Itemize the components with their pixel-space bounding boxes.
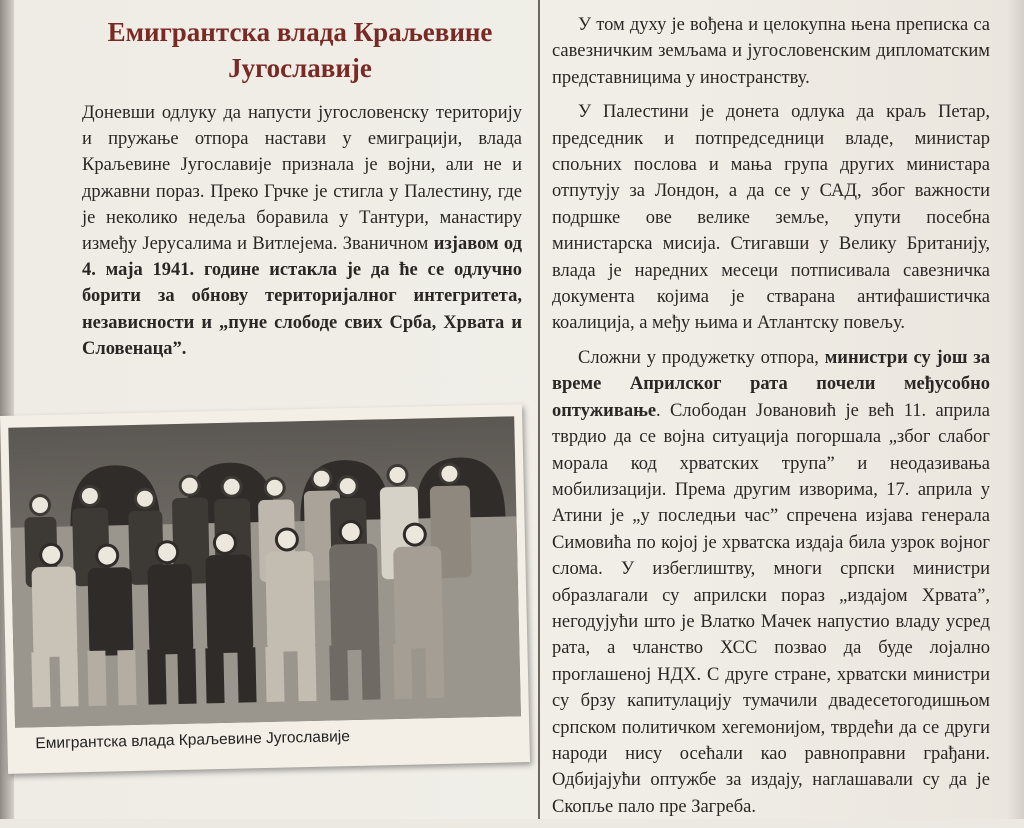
right-column [552,12,990,828]
page-edge [1006,0,1024,819]
photo-caption: Емигрантска влада Краљевине Југославије [35,728,351,753]
right-paragraph-2: У Палестини је донета одлука да краљ Петар, председник и потпредседници владе, министар спољних послова и мања група других министара отпутују за Лондон, а да се у САД, због важности подршке ове велике земље, упути посебна министарска мисија. Стигавши у Велику Британију, влада је наредних месеци потписивала савезничка документа којима је стварана антифашистичка коалиција, а међу њима и Атлантску повељу. [552,102,990,334]
left-paragraph-intro: Доневши одлуку да напусти југословенску територију и пружање отпора настави у емиграцији, влада Краљевине Југославије признала је војни, али не и државни пораз. Преко Грчке је стигла у Палестину, где је неколико недеља боравила у Тантури, манастиру између Јерусалима и Витлејема. Званичном [82,103,522,255]
left-paragraph [82,100,522,362]
right-paragraph-3-rest: . Слободан Јовановић је већ 11. априла тврдио да се војна ситуација погоршала „због слабог морала код хрватских трупа” и неодазивања мобилизацији. Према другим изворима, 17. априла у Атини је „у последњи час” спречена изјава генерала Симовића по којој је хрватска издаја била узрок војног слома. У избеглиштву, многи српски министри образлагали су априлски пораз „издајом Хрвата”, негодујући што је Влатко Мачек напустио владу усред рата, а чланство ХСС позвао да буде лојално проглашеној НДХ. С друге стране, хрватски министри су брзу капитулацију тумачили двадесетогодишњом српском политичком хегемонијом, тврдећи да се други народи нису осећали као равноправни грађани. Одбијајући оптужбе за издају, наглашавали су да је Скопље пало пре Загреба. [552,400,990,817]
right-paragraph-3-bold: министри су још за време Априлског рата почели међусобно оптуживање [552,347,990,421]
column-divider [538,0,540,819]
left-paragraph-bold: изјавом од 4. маја 1941. године истакла је да ће се одлучно борити за обнову територијалног интегритета, независности и „пуне слободе свих Срба, Хрвата и Словенаца”. [82,234,522,359]
group-photo-illustration [8,416,521,727]
photo-card [0,404,530,774]
article-title: Емигрантска влада Краљевине Југославије [107,17,493,83]
right-paragraph-3-intro: Сложни у продужетку отпора, [578,347,825,368]
right-paragraph-3 [552,345,990,820]
right-paragraph-1: У том духу је вођена и целокупна њена преписка са савезничким земљама и југословенским дипломатским представницима у иностранству. [552,15,990,88]
group-photo [8,416,521,727]
